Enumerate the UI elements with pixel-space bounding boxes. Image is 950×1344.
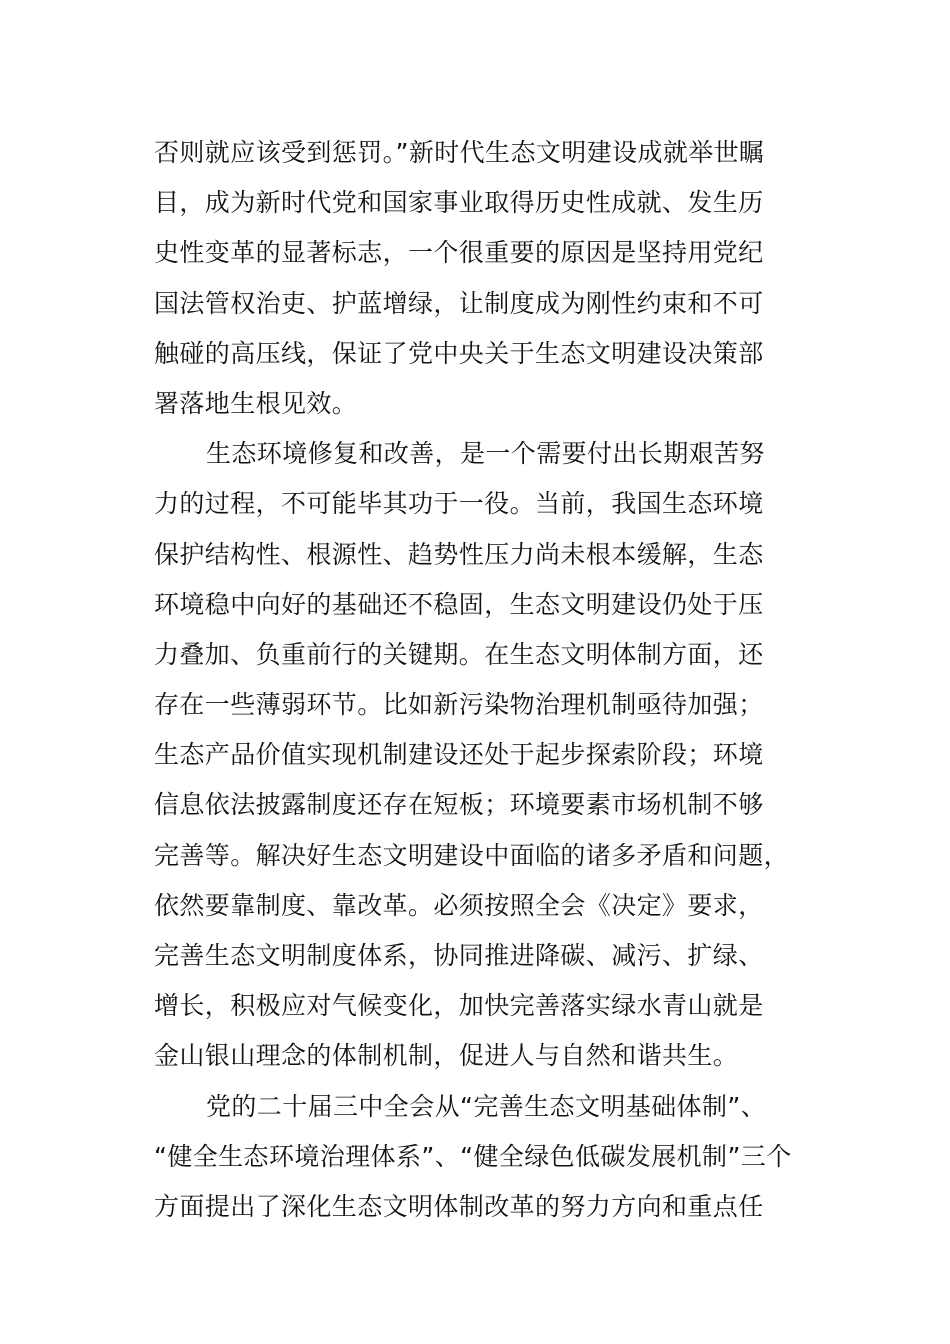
document-body <box>154 128 804 1232</box>
text-line: 目，成为新时代党和国家事业取得历史性成就、发生历 <box>154 188 764 218</box>
text-line: 力叠加、负重前行的关键期。在生态文明体制方面，还 <box>154 639 764 669</box>
text-line: 完善等。解决好生态文明建设中面临的诸多矛盾和问题， <box>154 840 790 870</box>
text-line: 党的二十届三中全会从“完善生态文明基础体制”、 <box>206 1091 767 1121</box>
paragraph-1 <box>154 128 804 429</box>
text-line: 力的过程，不可能毕其功于一役。当前，我国生态环境 <box>154 489 764 519</box>
text-line: 生态产品价值实现机制建设还处于起步探索阶段；环境 <box>154 740 764 770</box>
text-line: 完善生态文明制度体系，协同推进降碳、减污、扩绿、 <box>154 941 764 970</box>
text-line: “健全生态环境治理体系”、“健全绿色低碳发展机制”三个 <box>154 1141 792 1171</box>
text-line: 增长，积极应对气候变化，加快完善落实绿水青山就是 <box>154 991 764 1021</box>
text-line: 方面提出了深化生态文明体制改革的努力方向和重点任 <box>154 1191 764 1221</box>
text-line: 信息依法披露制度还存在短板；环境要素市场机制不够 <box>154 790 764 820</box>
paragraph-3 <box>154 1082 804 1233</box>
paragraph-2 <box>154 429 804 1081</box>
text-line: 史性变革的显著标志，一个很重要的原因是坚持用党纪 <box>154 238 764 268</box>
text-line: 依然要靠制度、靠改革。必须按照全会《决定》要求， <box>154 890 764 920</box>
text-line: 存在一些薄弱环节。比如新污染物治理机制亟待加强； <box>154 690 764 720</box>
text-line: 否则就应该受到惩罚。”新时代生态文明建设成就举世瞩 <box>154 138 765 167</box>
text-line: 触碰的高压线，保证了党中央关于生态文明建设决策部 <box>154 338 764 368</box>
text-line: 署落地生根见效。 <box>154 388 358 418</box>
text-line: 生态环境修复和改善，是一个需要付出长期艰苦努 <box>206 439 765 469</box>
text-line: 保护结构性、根源性、趋势性压力尚未根本缓解，生态 <box>154 539 764 569</box>
text-line: 国法管权治吏、护蓝增绿，让制度成为刚性约束和不可 <box>154 288 764 318</box>
text-line: 金山银山理念的体制机制，促进人与自然和谐共生。 <box>154 1041 739 1071</box>
text-line: 环境稳中向好的基础还不稳固，生态文明建设仍处于压 <box>154 589 764 619</box>
